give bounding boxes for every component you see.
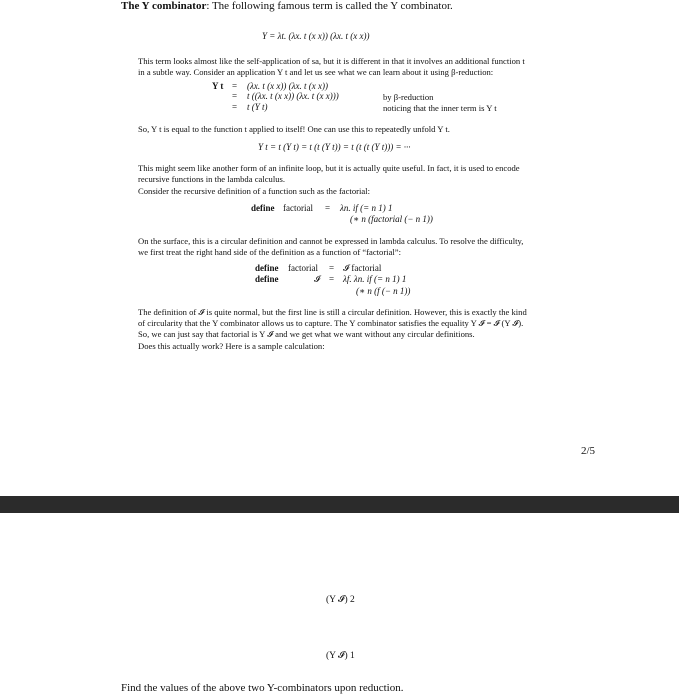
paragraph-3-line-1: This might seem like another form of an infinite loop, but it is actually quite useful. In fact, it is used to encode xyxy=(138,163,520,173)
paragraph-4-line-1: On the surface, this is a circular definition and cannot be expressed in lambda calculus. To resolve the difficulty, xyxy=(138,236,524,246)
def2-row2-line-1: λf. λn. if (= n 1) 1 xyxy=(343,274,407,284)
paragraph-2: So, Y t is equal to the function t applied to itself! One can use this to repeatedly unfold Y t. xyxy=(138,124,450,134)
question-prompt: Find the values of the above two Y-combinators upon reduction. xyxy=(121,682,404,694)
def2-row2-line-2: (∗ n (f (− n 1)) xyxy=(356,286,411,296)
paragraph-1-line-2: in a subtle way. Consider an application Y t and let us see what we can learn about it using β-reduction: xyxy=(138,67,494,77)
paragraph-5-line-4: Does this actually work? Here is a sample calculation: xyxy=(138,341,325,351)
def1-line-1: λn. if (= n 1) 1 xyxy=(340,203,393,213)
derivation-op-3: = xyxy=(232,102,238,112)
derivation-note-2: by β-reduction xyxy=(383,92,434,102)
section-heading xyxy=(121,0,453,12)
derivation-expr-2: t ((λx. t (x x)) (λx. t (x x))) xyxy=(247,91,339,101)
derivation-lhs: Y t xyxy=(212,81,224,91)
derivation-op-1: = xyxy=(232,81,238,91)
def1-keyword: define xyxy=(251,203,275,213)
unfold-equation: Y t = t (Y t) = t (t (Y t)) = t (t (t (Y t))) = ··· xyxy=(258,142,411,152)
page-divider xyxy=(0,496,679,513)
heading-title: The Y combinator xyxy=(121,0,207,12)
paragraph-3-line-3: Consider the recursive definition of a function such as the factorial: xyxy=(138,186,370,196)
question-expression-1: (Y 𝓘) 2 xyxy=(326,595,355,605)
paragraph-4-line-2: we first treat the right hand side of the definition as a function of “factorial”: xyxy=(138,247,401,257)
def2-row2-op: = xyxy=(329,274,335,284)
question-expression-2: (Y 𝓘) 1 xyxy=(326,651,355,661)
def1-name: factorial xyxy=(283,203,313,213)
paragraph-1-line-1: This term looks almost like the self-application of sa, but it is different in that it involves an additional function t xyxy=(138,56,525,66)
paragraph-5-line-3: So, we can just say that factorial is Y 𝓘 and we get what we want without any circular definitions. xyxy=(138,329,475,339)
derivation-expr-1: (λx. t (x x)) (λx. t (x x)) xyxy=(247,81,328,91)
paragraph-5-line-2: of circularity that the Y combinator allows us to capture. The Y combinator satisfies the equality Y 𝓘 = 𝓘 (Y 𝓘). xyxy=(138,318,524,328)
paragraph-5-line-1: The definition of 𝓘 is quite normal, but the first line is still a circular definition. However, this is exactly the kind xyxy=(138,307,527,317)
y-combinator-definition: Y = λt. (λx. t (x x)) (λx. t (x x)) xyxy=(262,31,370,41)
derivation-note-3: noticing that the inner term is Y t xyxy=(383,103,497,113)
def1-line-2: (∗ n (factorial (− n 1)) xyxy=(350,214,433,224)
def2-row1-rhs: 𝓘 factorial xyxy=(343,263,382,273)
def1-op: = xyxy=(325,203,331,213)
def2-row1-op: = xyxy=(329,263,335,273)
heading-text: : The following famous term is called the Y combinator. xyxy=(206,0,453,12)
derivation-expr-3: t (Y t) xyxy=(247,102,268,112)
paragraph-3-line-2: recursive functions in the lambda calculus. xyxy=(138,174,286,184)
def2-row2-name: 𝓘 xyxy=(314,274,321,284)
def2-row1-keyword: define xyxy=(255,263,279,273)
def2-row2-keyword: define xyxy=(255,274,279,284)
def2-row1-name: factorial xyxy=(288,263,318,273)
page-number: 2/5 xyxy=(581,445,596,457)
derivation-op-2: = xyxy=(232,91,238,101)
